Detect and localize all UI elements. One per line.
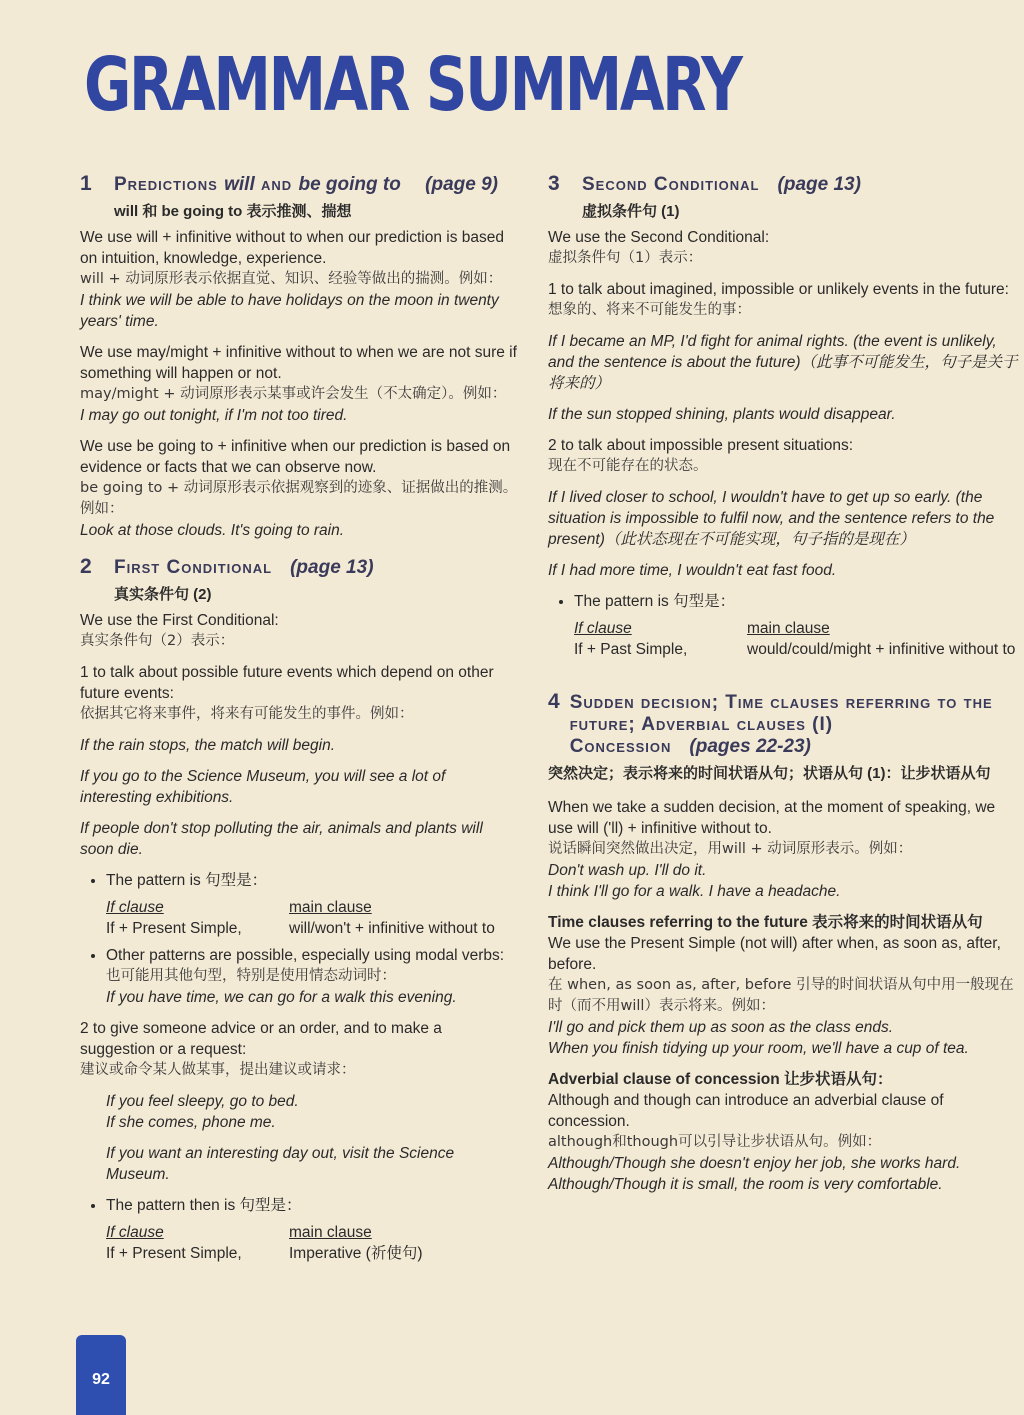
section-1-heading	[80, 172, 520, 196]
section-title: Sudden decision; Time clauses referring to the future; Adverbial clauses (I) Concession (pages 22-23)	[569, 692, 993, 757]
pattern-table: If clause main clause If + Past Simple, would/could/might + infinitive without to	[574, 620, 1016, 658]
page-title: GRAMMAR SUMMARY	[84, 42, 741, 128]
bullet-list	[80, 870, 520, 1008]
section-subtitle: 真实条件句 (2)	[114, 586, 212, 603]
bullet-list	[80, 1195, 520, 1264]
right-column	[548, 172, 1018, 1205]
example: If the sun stopped shining, plants would disappear.	[548, 406, 896, 423]
section-2-heading	[80, 555, 520, 579]
paragraph: We use be going to + infinitive when our prediction is based on evidence or facts that we can observe now. be going to + 动词原形表示依据观察到的迹象、证据做出的推测。例如： Look at those clouds. It's going to rain.	[80, 438, 518, 539]
section-subtitle: 突然决定；表示将来的时间状语从句；状语从句 (1)：让步状语从句	[548, 765, 991, 782]
section-number: 4	[548, 690, 560, 713]
example: If I became an MP, I'd fight for animal rights. (the event is unlikely, and the sentence is about the future)（此事不可能发生，句子是关于将来的）	[548, 333, 1018, 392]
example: If I had more time, I wouldn't eat fast food.	[548, 562, 837, 579]
paragraph: We use may/might + infinitive without to when we are not sure if something will happen or not. may/might + 动词原形表示某事或许会发生（不太确定）。例如： I may go out tonight, if I'm not too tired.	[80, 344, 517, 424]
example: If I lived closer to school, I wouldn't have to get up so early. (the situation is impossible to fulfil now, and the sentence refers to the present)（此状态现在不可能实现，句子指的是现在）	[548, 489, 995, 548]
section-number: 3	[548, 172, 560, 195]
bullet-list	[548, 591, 1018, 660]
section-title: Predictions will and be going to (page 9)	[114, 174, 498, 195]
bullet-item: • Other patterns are possible, especially using modal verbs: 也可能用其他句型，特别是使用情态动词时： If you have time, we can go for a walk this evening.	[106, 945, 520, 1008]
bullet-item: • The pattern then is 句型是： If clause main clause If + Present Simple, Imperative (祈使句)	[106, 1195, 520, 1264]
section-4-heading	[548, 690, 1018, 758]
example: If people don't stop polluting the air, animals and plants will soon die.	[80, 820, 483, 858]
section-subtitle: will 和 be going to 表示推测、揣想	[114, 203, 352, 220]
pattern-table: If clause main clause If + Present Simple, will/won't + infinitive without to	[106, 899, 495, 937]
bullet-item: • The pattern is 句型是： If clause main clause If + Present Simple, will/won't + infinitive without to	[106, 870, 520, 939]
paragraph: Time clauses referring to the future 表示将来的时间状语从句 We use the Present Simple (not will) after when, as soon as, after, before. 在 when, as soon as, after, before 引导的时间状语从句中用一般现在时（而不用will）表示将来。例如： I'll go and pick them up as soon as the class ends. When you finish tidying up your room, we'll have a cup of tea.	[548, 914, 1014, 1057]
section-number: 2	[80, 555, 92, 578]
section-subtitle: 虚拟条件句 (1)	[582, 203, 680, 220]
paragraph: 2 to talk about impossible present situations: 现在不可能存在的状态。	[548, 437, 854, 474]
example: If the rain stops, the match will begin.	[80, 737, 336, 754]
pattern-table: If clause main clause If + Present Simple, Imperative (祈使句)	[106, 1224, 423, 1262]
paragraph: 1 to talk about imagined, impossible or unlikely events in the future: 想象的、将来不可能发生的事：	[548, 281, 1009, 318]
paragraph: We use the Second Conditional: 虚拟条件句（1）表示：	[548, 229, 770, 266]
section-3-heading	[548, 172, 1018, 196]
bullet-item: • The pattern is 句型是： If clause main clause If + Past Simple, would/could/might + infinitive without to	[574, 591, 1018, 660]
example: If you want an interesting day out, visit the Science Museum.	[106, 1145, 455, 1183]
left-column	[80, 172, 520, 1274]
section-number: 1	[80, 172, 92, 195]
page-number: 92	[76, 1335, 126, 1415]
paragraph: We use will + infinitive without to when our prediction is based on intuition, knowledge, experience. will + 动词原形表示依据直觉、知识、经验等做出的揣测。例如： I think we will be able to have holidays on the moon in twenty years' time.	[80, 229, 505, 330]
section-title: Second Conditional (page 13)	[582, 174, 861, 195]
section-title: First Conditional (page 13)	[114, 557, 374, 578]
paragraph: Adverbial clause of concession 让步状语从句： Although and though can introduce an adverbial clause of concession. although和though可以引导让步状语从句。例如： Although/Though she doesn't enjoy her job, she works hard. Although/Though it is small, the room is very comfortable.	[548, 1071, 961, 1193]
paragraph: When we take a sudden decision, at the moment of speaking, we use will ('ll) + infinitive without to. 说话瞬间突然做出决定，用will + 动词原形表示。例如： Don't wash up. I'll do it. I think I'll go for a walk. I have a headache.	[548, 799, 996, 900]
example: If you go to the Science Museum, you will see a lot of interesting exhibitions.	[80, 768, 446, 806]
paragraph: We use the First Conditional: 真实条件句（2）表示：	[80, 612, 279, 649]
paragraph: 2 to give someone advice or an order, and to make a suggestion or a request: 建议或命令某人做某事，提出建议或请求：	[80, 1020, 442, 1078]
example: If you feel sleepy, go to bed. If she comes, phone me.	[106, 1093, 299, 1131]
paragraph: 1 to talk about possible future events which depend on other future events: 依据其它将来事件，将来有可能发生的事件。例如：	[80, 664, 494, 722]
